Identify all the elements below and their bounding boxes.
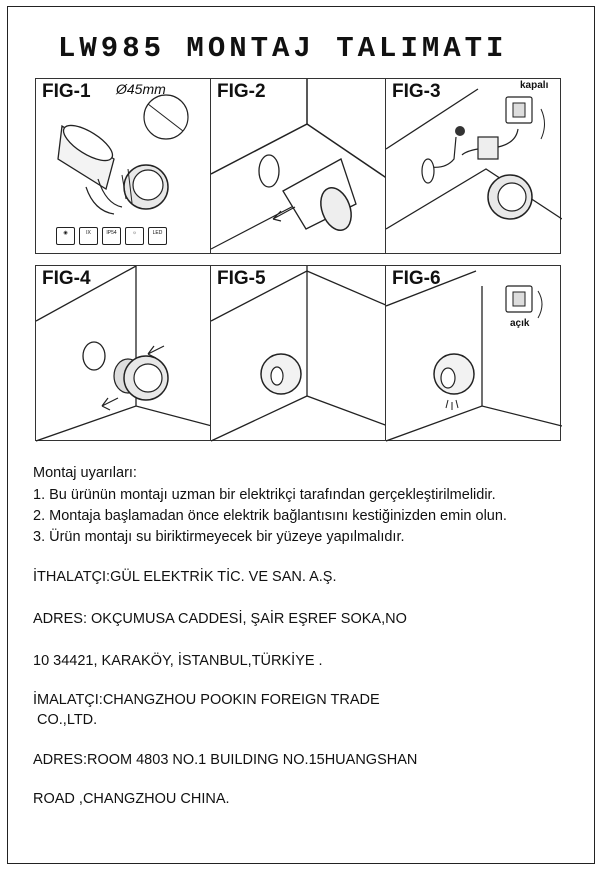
figure-4-drawing xyxy=(36,266,212,442)
led-icon: LED xyxy=(148,227,167,245)
figure-3-panel xyxy=(385,78,561,254)
ip-rating-icon: IP54 xyxy=(102,227,121,245)
figure-6-drawing xyxy=(386,266,562,442)
page-title: LW985 MONTAJ TALIMATI xyxy=(58,32,508,65)
importer-line: İTHALATÇI:GÜL ELEKTRİK TİC. VE SAN. A.Ş. xyxy=(33,569,337,585)
switch-off-label: kapalı xyxy=(520,80,549,91)
figure-1-panel xyxy=(35,78,211,254)
manufacturer-line-2: CO.,LTD. xyxy=(33,712,98,728)
manufacturer-address-line-2: ROAD ,CHANGZHOU CHINA. xyxy=(33,791,230,807)
lamp-icon: ☼ xyxy=(125,227,144,245)
figure-4-label: FIG-4 xyxy=(42,268,91,289)
manufacturer-address-line-1: ADRES:ROOM 4803 NO.1 BUILDING NO.15HUANGSHAN xyxy=(33,752,418,768)
figure-4-panel xyxy=(35,265,211,441)
figure-5-panel xyxy=(210,265,387,441)
figure-3-label: FIG-3 xyxy=(392,81,441,102)
importer-address-line-1: ADRES: OKÇUMUSA CADDESİ, ŞAİR EŞREF SOKA,NO xyxy=(33,611,407,627)
figure-5-drawing xyxy=(211,266,388,442)
figure-2-panel xyxy=(210,78,387,254)
spec-icons xyxy=(56,227,167,245)
importer-address-line-2: 10 34421, KARAKÖY, İSTANBUL,TÜRKİYE . xyxy=(33,653,323,669)
warning-item: 3. Ürün montajı su biriktirmeyecek bir yüzeye yapılmalıdır. xyxy=(33,529,405,545)
figure-3-drawing xyxy=(386,79,562,255)
warning-item: 2. Montaja başlamadan önce elektrik bağlantısını kestiğinizden emin olun. xyxy=(33,508,507,524)
warnings-heading: Montaj uyarıları: xyxy=(33,465,137,481)
figure-5-label: FIG-5 xyxy=(217,268,266,289)
warning-item: 1. Bu ürünün montajı uzman bir elektrikçi tarafından gerçekleştirilmelidir. xyxy=(33,487,496,503)
class-icon: IX xyxy=(79,227,98,245)
figure-2-drawing xyxy=(211,79,388,255)
figure-6-label: FIG-6 xyxy=(392,268,441,289)
diameter-label: Ø45mm xyxy=(116,81,166,97)
figure-1-label: FIG-1 xyxy=(42,81,91,102)
manufacturer-line-1: İMALATÇI:CHANGZHOU POOKIN FOREIGN TRADE xyxy=(33,692,380,708)
switch-on-label: açık xyxy=(510,318,530,329)
figure-2-label: FIG-2 xyxy=(217,81,266,102)
figure-6-panel xyxy=(385,265,561,441)
bulb-icon: ◉ xyxy=(56,227,75,245)
